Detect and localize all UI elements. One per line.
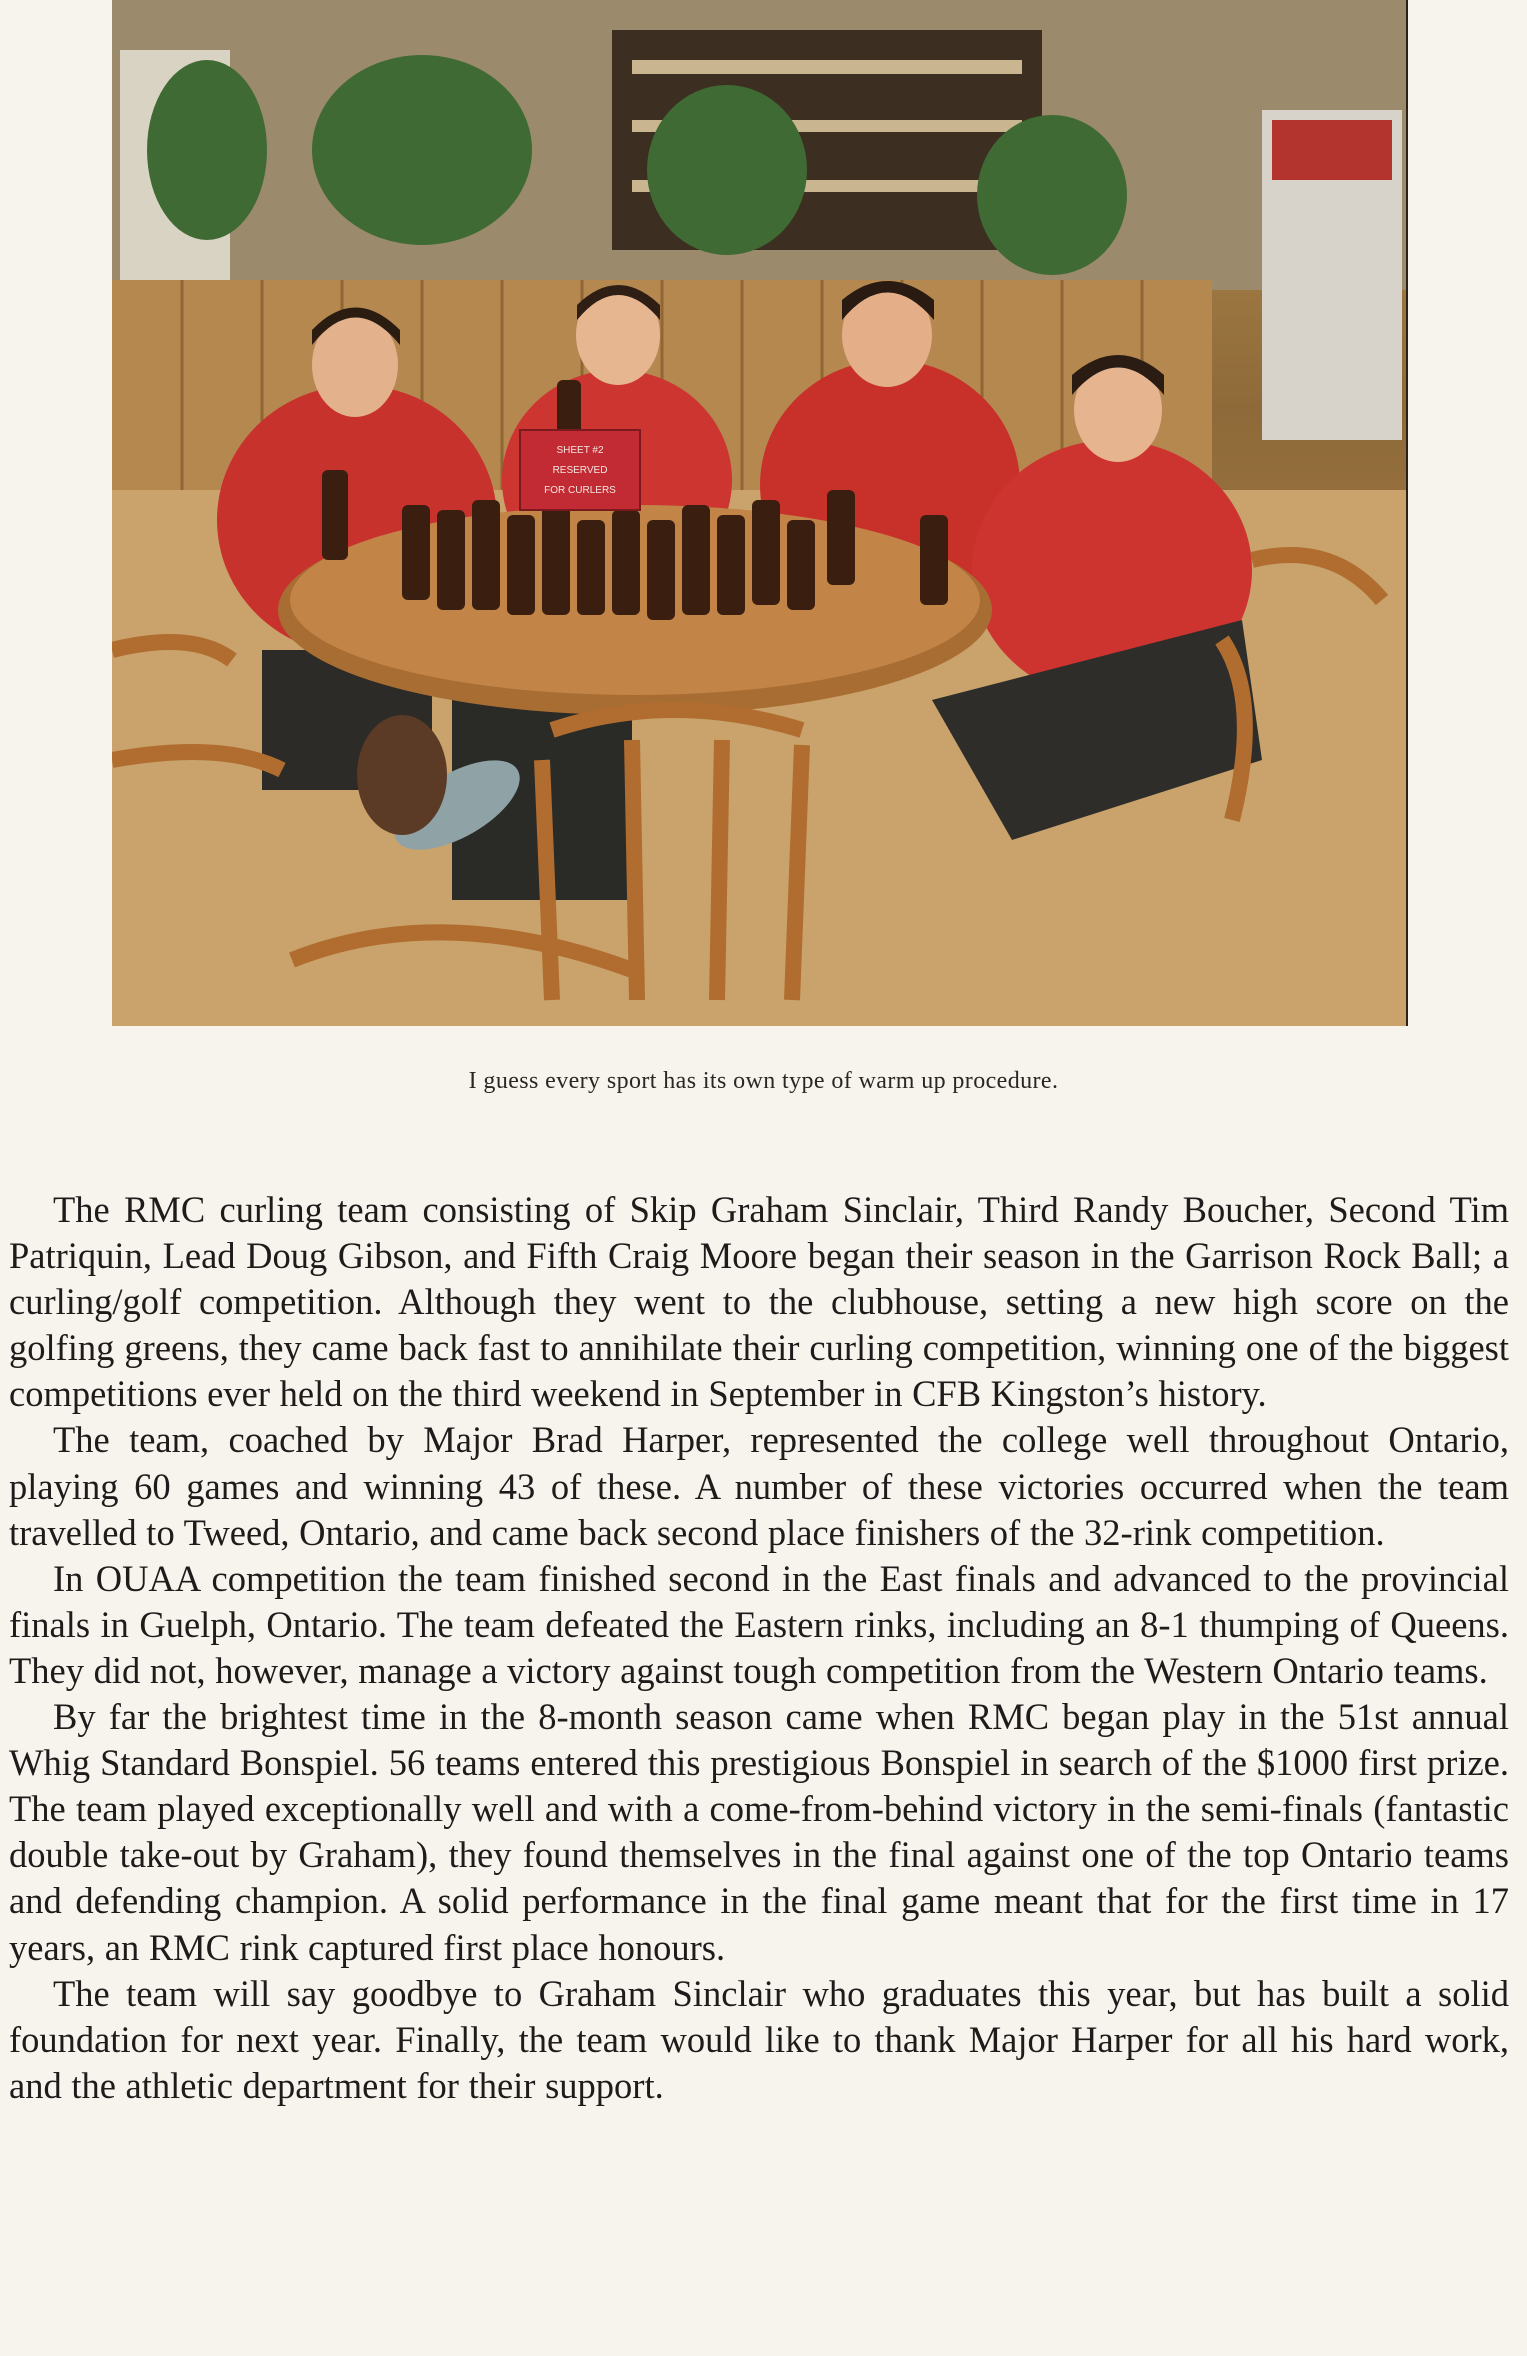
team-photo: [112, 0, 1408, 1026]
reserved-sign: [520, 430, 640, 510]
sign-line-3: FOR CURLERS: [544, 485, 616, 496]
paragraph-2: The team, coached by Major Brad Harper, represented the college well throughout Ontario, playing 60 games and winning 43 of these. A number of these victories occurred when the team travelled to Tweed, Ontario, and came back second place finishers of the 32-rink competition.: [9, 1419, 1509, 1553]
paragraph-3: In OUAA competition the team finished second in the East finals and advanced to the provincial finals in Guelph, Ontario. The team defeated the Eastern rinks, including an 8-1 thumping of Queens. They did not, however, manage a victory against tough competition from the Western Ontario teams.: [9, 1557, 1509, 1691]
shoe: [357, 715, 447, 835]
team-photo-illustration: [112, 0, 1406, 1026]
paragraph-1: The RMC curling team consisting of Skip Graham Sinclair, Third Randy Boucher, Second Tim Patriquin, Lead Doug Gibson, and Fifth Craig Moore began their season in the Garrison Rock Ball; a curling/golf competition. Although they went to the clubhouse, setting a new high score on the golfing greens, they came back fast to annihilate their curling competition, winning one of the biggest competitions ever held on the third weekend in September in CFB Kingston’s history.: [9, 1189, 1509, 1415]
photo-caption: I guess every sport has its own type of warm up procedure.: [468, 1068, 1059, 1094]
sign-line-1: SHEET #2: [556, 445, 604, 456]
sign-line-2: RESERVED: [552, 465, 608, 476]
paragraph-5: The team will say goodbye to Graham Sinclair who graduates this year, but has built a solid foundation for next year. Finally, the team would like to thank Major Harper for all his hard work, and the athletic department for their support.: [9, 1972, 1509, 2106]
paragraph-4: By far the brightest time in the 8-month season came when RMC began play in the 51st annual Whig Standard Bonspiel. 56 teams entered this prestigious Bonspiel in search of the $1000 first prize. The team played exceptionally well and with a come-from-behind victory in the semi-finals (fantastic double take-out by Graham), they found themselves in the final against one of the top Ontario teams and defending champion. A solid performance in the final game meant that for the first time in 17 years, an RMC rink captured first place honours.: [9, 1696, 1509, 1968]
article-body: [9, 1187, 1509, 2109]
